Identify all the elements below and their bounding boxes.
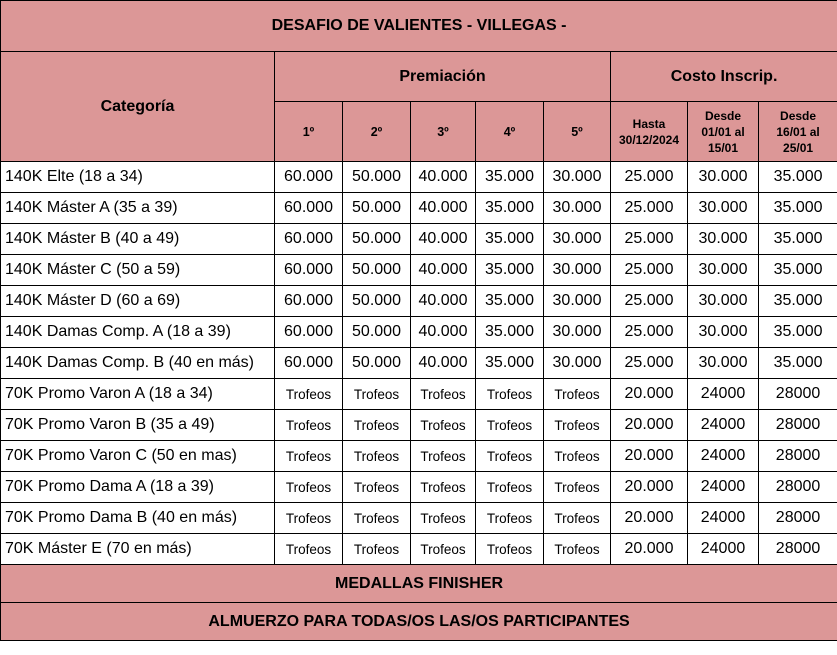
cost-cell-2: 30.000: [688, 224, 759, 255]
table-row: [1, 472, 837, 503]
prize-cell-4: 35.000: [476, 193, 544, 224]
cost-cell-1: 20.000: [611, 472, 688, 503]
prize-cell-4: Trofeos: [476, 410, 544, 441]
prize-cell-2: 50.000: [343, 162, 411, 193]
prize-cell-2: 50.000: [343, 224, 411, 255]
header-categoria: Categoría: [1, 52, 275, 162]
cost-cell-3: 28000: [759, 379, 837, 410]
cost-cell-1: 25.000: [611, 348, 688, 379]
prize-cell-2: Trofeos: [343, 441, 411, 472]
prize-cell-1: 60.000: [275, 162, 343, 193]
header-cost-period-1: [611, 102, 688, 162]
prize-cell-4: 35.000: [476, 286, 544, 317]
cost-cell-3: 28000: [759, 441, 837, 472]
prize-cell-4: 35.000: [476, 162, 544, 193]
cost-cell-2: 30.000: [688, 193, 759, 224]
prize-cell-5: Trofeos: [544, 441, 611, 472]
category-cell: 70K Promo Varon B (35 a 49): [1, 410, 275, 441]
cost-period-3-line1: Desde: [780, 108, 817, 123]
cost-cell-3: 35.000: [759, 286, 837, 317]
prize-cell-2: 50.000: [343, 286, 411, 317]
category-cell: 70K Promo Dama A (18 a 39): [1, 472, 275, 503]
footer-note-2: ALMUERZO PARA TODAS/OS LAS/OS PARTICIPANTES: [1, 603, 837, 641]
cost-cell-3: 28000: [759, 534, 837, 565]
cost-cell-2: 30.000: [688, 286, 759, 317]
prize-cell-1: 60.000: [275, 193, 343, 224]
category-cell: 70K Promo Dama B (40 en más): [1, 503, 275, 534]
header-place-1: 1º: [275, 102, 343, 162]
prize-cell-3: 40.000: [411, 348, 476, 379]
prize-cell-2: Trofeos: [343, 410, 411, 441]
cost-period-3-line3: 25/01: [783, 140, 814, 155]
prize-cell-3: Trofeos: [411, 503, 476, 534]
cost-cell-1: 25.000: [611, 162, 688, 193]
prize-cell-5: 30.000: [544, 286, 611, 317]
prize-cell-2: Trofeos: [343, 379, 411, 410]
cost-cell-2: 24000: [688, 410, 759, 441]
category-cell: 140K Damas Comp. A (18 a 39): [1, 317, 275, 348]
prize-cell-4: Trofeos: [476, 472, 544, 503]
prize-cell-4: 35.000: [476, 224, 544, 255]
prize-cell-2: 50.000: [343, 193, 411, 224]
prize-cell-2: 50.000: [343, 317, 411, 348]
cost-cell-2: 30.000: [688, 348, 759, 379]
prize-cell-5: 30.000: [544, 193, 611, 224]
header-costo: Costo Inscrip.: [611, 52, 837, 102]
table-row: [1, 224, 837, 255]
header-cost-period-2: [688, 102, 759, 162]
table-title: DESAFIO DE VALIENTES - VILLEGAS -: [1, 1, 837, 52]
prize-cell-5: 30.000: [544, 348, 611, 379]
prize-cell-5: Trofeos: [544, 472, 611, 503]
table-row: [1, 441, 837, 472]
prize-cell-5: Trofeos: [544, 379, 611, 410]
prize-cell-1: 60.000: [275, 348, 343, 379]
prize-cell-5: 30.000: [544, 317, 611, 348]
prize-cell-4: 35.000: [476, 255, 544, 286]
header-place-4: 4º: [476, 102, 544, 162]
prize-cell-4: 35.000: [476, 348, 544, 379]
header-place-3: 3º: [411, 102, 476, 162]
prize-cell-2: Trofeos: [343, 472, 411, 503]
prize-cell-4: Trofeos: [476, 441, 544, 472]
category-cell: 140K Máster D (60 a 69): [1, 286, 275, 317]
prize-cell-3: 40.000: [411, 193, 476, 224]
table-row: [1, 286, 837, 317]
cost-cell-1: 20.000: [611, 410, 688, 441]
table-row: [1, 534, 837, 565]
cost-cell-3: 35.000: [759, 317, 837, 348]
prize-cell-3: Trofeos: [411, 472, 476, 503]
prize-cell-1: 60.000: [275, 255, 343, 286]
category-cell: 140K Máster A (35 a 39): [1, 193, 275, 224]
prize-cell-5: 30.000: [544, 224, 611, 255]
cost-cell-2: 24000: [688, 441, 759, 472]
cost-cell-1: 20.000: [611, 503, 688, 534]
prize-cell-2: Trofeos: [343, 503, 411, 534]
prize-cell-5: Trofeos: [544, 503, 611, 534]
prize-cell-3: Trofeos: [411, 379, 476, 410]
cost-cell-3: 28000: [759, 472, 837, 503]
prize-cell-1: Trofeos: [275, 472, 343, 503]
prize-cell-1: 60.000: [275, 317, 343, 348]
prize-cell-4: Trofeos: [476, 503, 544, 534]
prize-cell-4: Trofeos: [476, 379, 544, 410]
prize-cell-2: 50.000: [343, 348, 411, 379]
table-row: [1, 379, 837, 410]
prize-cell-3: 40.000: [411, 317, 476, 348]
category-cell: 70K Máster E (70 en más): [1, 534, 275, 565]
cost-cell-1: 20.000: [611, 534, 688, 565]
cost-cell-3: 35.000: [759, 348, 837, 379]
prize-cell-3: 40.000: [411, 224, 476, 255]
cost-cell-3: 35.000: [759, 224, 837, 255]
cost-cell-3: 28000: [759, 410, 837, 441]
cost-cell-3: 35.000: [759, 162, 837, 193]
cost-cell-1: 20.000: [611, 379, 688, 410]
cost-cell-2: 24000: [688, 379, 759, 410]
cost-cell-3: 28000: [759, 503, 837, 534]
cost-period-2-line3: 15/01: [707, 140, 739, 155]
table-row: [1, 503, 837, 534]
footer-note-1: MEDALLAS FINISHER: [1, 565, 837, 603]
cost-period-3-line2: 16/01 al: [776, 124, 820, 139]
prize-cell-3: 40.000: [411, 286, 476, 317]
cost-cell-1: 25.000: [611, 224, 688, 255]
cost-period-2-line1: Desde: [704, 108, 742, 123]
prize-cell-3: Trofeos: [411, 441, 476, 472]
cost-cell-1: 20.000: [611, 441, 688, 472]
cost-period-2-line2: 01/01 al: [701, 124, 745, 139]
cost-cell-1: 25.000: [611, 193, 688, 224]
table-row: [1, 348, 837, 379]
header-premiacion: Premiación: [275, 52, 611, 102]
table-row: [1, 410, 837, 441]
category-cell: 140K Máster C (50 a 59): [1, 255, 275, 286]
table-row: [1, 162, 837, 193]
prize-cell-3: 40.000: [411, 162, 476, 193]
header-cost-period-3: [759, 102, 837, 162]
header-place-5: 5º: [544, 102, 611, 162]
cost-cell-2: 24000: [688, 534, 759, 565]
category-cell: 70K Promo Varon A (18 a 34): [1, 379, 275, 410]
category-cell: 140K Damas Comp. B (40 en más): [1, 348, 275, 379]
prize-cell-1: Trofeos: [275, 441, 343, 472]
category-cell: 140K Elte (18 a 34): [1, 162, 275, 193]
cost-cell-2: 30.000: [688, 317, 759, 348]
cost-period-1-line1: Hasta: [632, 116, 666, 131]
category-cell: 70K Promo Varon C (50 en mas): [1, 441, 275, 472]
prize-cell-4: 35.000: [476, 317, 544, 348]
header-place-2: 2º: [343, 102, 411, 162]
prize-cell-3: Trofeos: [411, 410, 476, 441]
cost-cell-1: 25.000: [611, 255, 688, 286]
table-row: [1, 317, 837, 348]
cost-cell-2: 30.000: [688, 255, 759, 286]
prize-cell-5: 30.000: [544, 255, 611, 286]
category-cell: 140K Máster B (40 a 49): [1, 224, 275, 255]
cost-cell-3: 35.000: [759, 255, 837, 286]
prize-cell-1: Trofeos: [275, 534, 343, 565]
cost-cell-3: 35.000: [759, 193, 837, 224]
cost-cell-2: 24000: [688, 503, 759, 534]
table-row: [1, 193, 837, 224]
prize-cell-5: Trofeos: [544, 534, 611, 565]
prize-cell-2: Trofeos: [343, 534, 411, 565]
prize-cell-1: Trofeos: [275, 503, 343, 534]
prize-cell-3: 40.000: [411, 255, 476, 286]
cost-period-1-line2: 30/12/2024: [618, 132, 680, 147]
prize-cell-2: 50.000: [343, 255, 411, 286]
prize-cell-4: Trofeos: [476, 534, 544, 565]
cost-cell-1: 25.000: [611, 286, 688, 317]
cost-cell-2: 30.000: [688, 162, 759, 193]
prize-cell-1: Trofeos: [275, 379, 343, 410]
cost-cell-1: 25.000: [611, 317, 688, 348]
cost-cell-2: 24000: [688, 472, 759, 503]
table-row: [1, 255, 837, 286]
prize-cell-1: 60.000: [275, 286, 343, 317]
prize-cell-3: Trofeos: [411, 534, 476, 565]
prize-cell-5: Trofeos: [544, 410, 611, 441]
prize-cell-5: 30.000: [544, 162, 611, 193]
prize-cell-1: 60.000: [275, 224, 343, 255]
prize-cell-1: Trofeos: [275, 410, 343, 441]
